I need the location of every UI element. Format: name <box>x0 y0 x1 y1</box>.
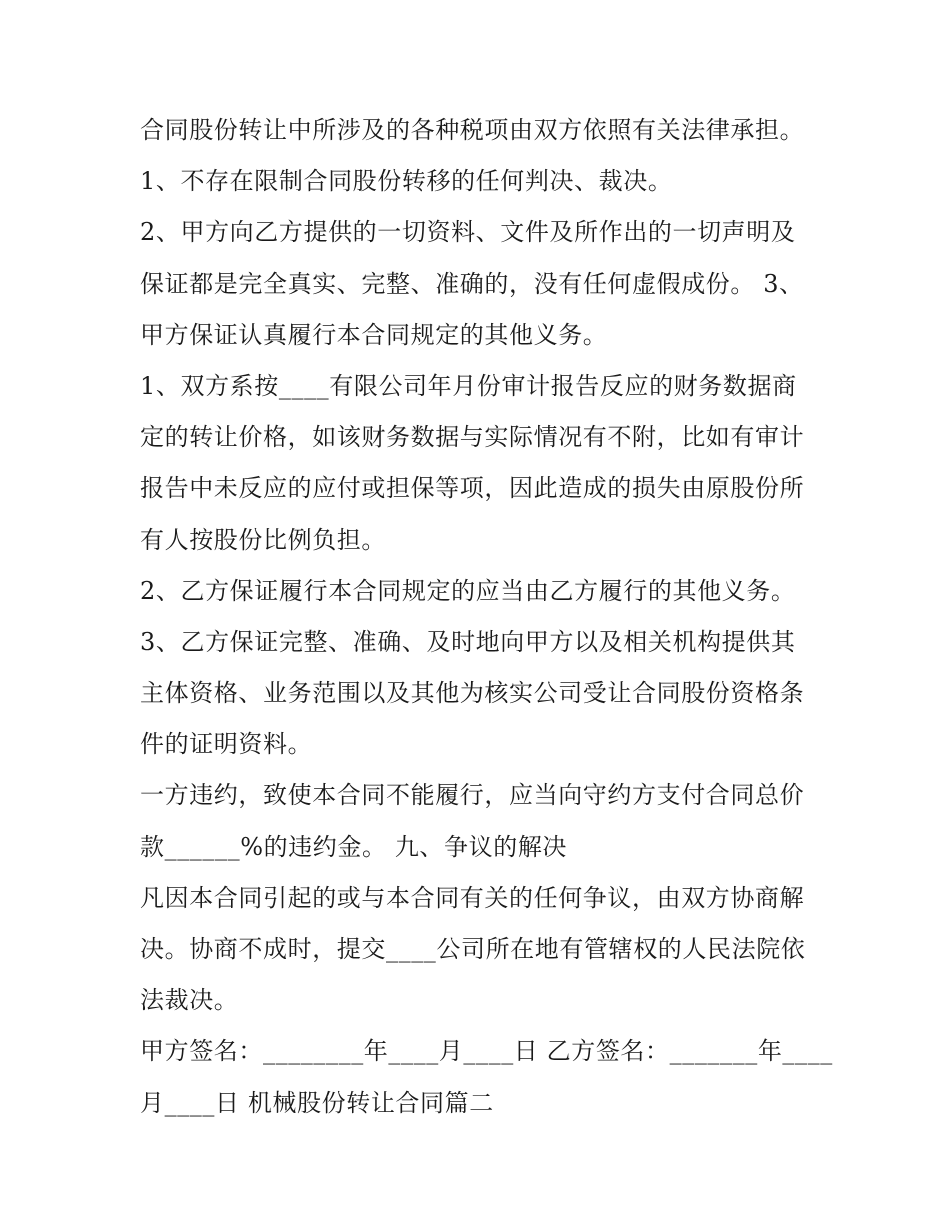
text-line: 3、乙方保证完整、准确、及时地向甲方以及相关机构提供其 <box>140 627 796 656</box>
text-line: 件的证明资料。 <box>140 730 313 759</box>
text-line: 有人按股份比例负担。 <box>140 525 386 554</box>
text-line: 定的转让价格，如该财务数据与实际情况有不附，比如有审计 <box>140 423 805 452</box>
text-line: 主体资格、业务范围以及其他为核实公司受让合同股份资格条 <box>140 679 805 708</box>
text-line: 1、不存在限制合同股份转移的任何判决、裁决。 <box>140 167 673 196</box>
text-line: 报告中未反应的应付或担保等项，因此造成的损失由原股份所 <box>140 474 805 503</box>
signature-line: 甲方签名：________年____月____日 乙方签名：_______年____ <box>140 1037 833 1066</box>
text-line: 一方违约，致使本合同不能履行，应当向守约方支付合同总价 <box>140 781 805 810</box>
text-line: 2、甲方向乙方提供的一切资料、文件及所作出的一切声明及 <box>140 218 796 247</box>
text-line: 法裁决。 <box>140 986 239 1015</box>
text-line: 合同股份转让中所涉及的各种税项由双方依照有关法律承担。 <box>140 116 805 144</box>
text-line: 决。协商不成时，提交____公司所在地有管辖权的人民法院依 <box>140 935 806 963</box>
text-line: 凡因本合同引起的或与本合同有关的任何争议，由双方协商解 <box>140 883 805 912</box>
text-line: 保证都是完全真实、完整、准确的，没有任何虚假成份。 3、 <box>140 269 804 298</box>
section-heading-line: 月____日 机械股份转让合同篇二 <box>140 1088 494 1117</box>
text-line: 甲方保证认真履行本合同规定的其他义务。 <box>140 320 608 349</box>
text-line: 2、乙方保证履行本合同规定的应当由乙方履行的其他义务。 <box>140 576 796 605</box>
document-body <box>140 105 833 1129</box>
text-line: 款______%的违约金。 九、争议的解决 <box>140 832 568 861</box>
text-line: 1、双方系按____有限公司年月份审计报告反应的财务数据商 <box>140 371 797 400</box>
